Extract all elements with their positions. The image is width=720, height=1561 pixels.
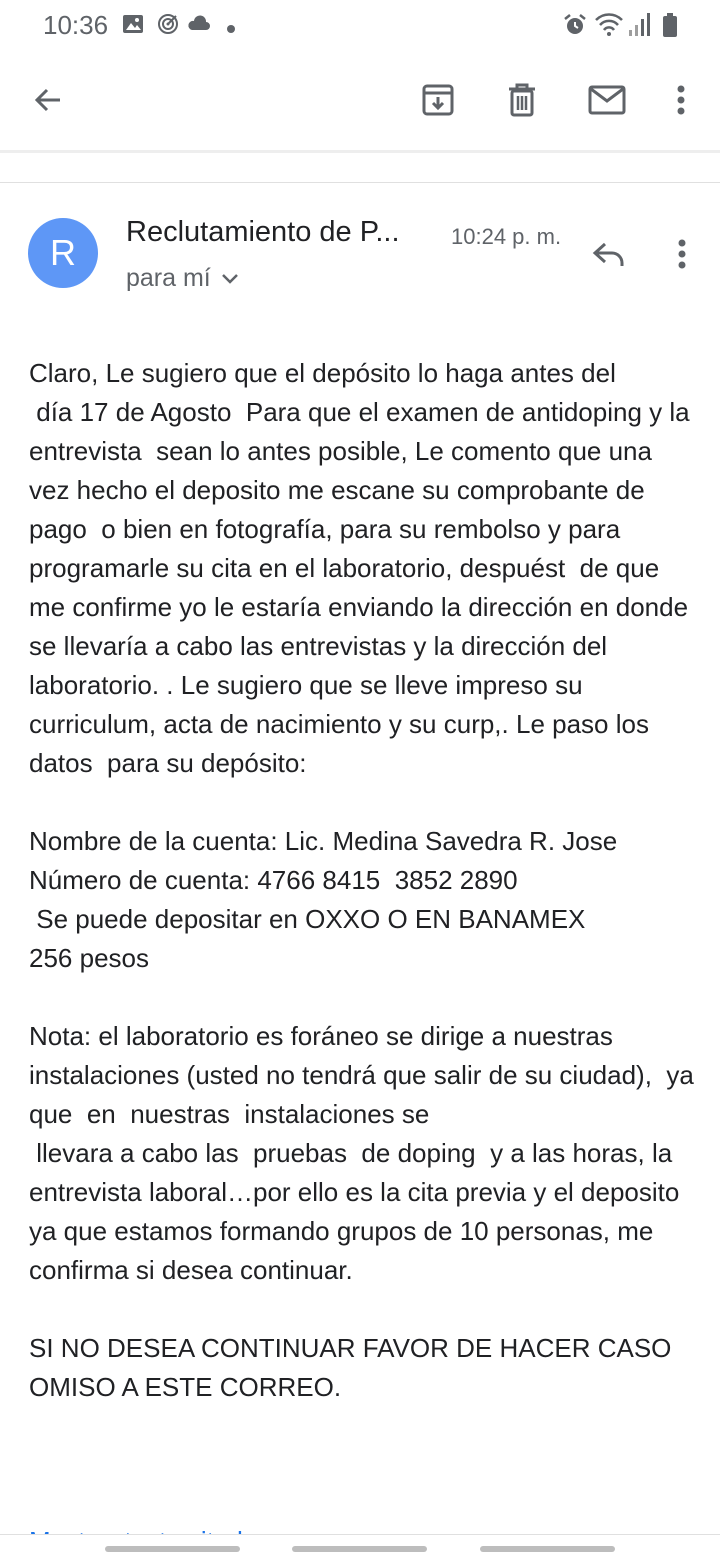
chevron-down-icon: [221, 273, 239, 285]
cloud-icon: [186, 12, 212, 41]
message-divider: [0, 182, 720, 183]
dot-icon: [226, 21, 236, 39]
toolbar-divider: [0, 150, 720, 153]
nav-home-button[interactable]: [292, 1546, 427, 1552]
back-arrow-icon: [32, 84, 64, 116]
recipient-label: para mí: [126, 264, 211, 292]
nav-back-button[interactable]: [480, 1546, 615, 1552]
back-button[interactable]: [24, 76, 72, 124]
mark-unread-button[interactable]: [583, 76, 631, 124]
recipient-toggle[interactable]: [126, 264, 239, 293]
more-vert-icon: [676, 84, 686, 116]
avatar[interactable]: R: [28, 218, 98, 288]
nav-recents-button[interactable]: [105, 1546, 240, 1552]
mail-icon: [588, 85, 626, 115]
battery-icon: [661, 12, 679, 43]
sender-name: Reclutamiento de P...: [126, 216, 400, 248]
alarm-icon: [562, 12, 588, 43]
delete-icon: [507, 83, 537, 117]
reply-button[interactable]: [585, 230, 633, 278]
signal-icon: [628, 12, 652, 43]
target-icon: [156, 12, 180, 41]
delete-button[interactable]: [498, 76, 546, 124]
navigation-bar: [0, 1534, 720, 1561]
toolbar: [0, 52, 720, 150]
archive-button[interactable]: [414, 76, 462, 124]
wifi-icon: [594, 12, 624, 43]
status-time: 10:36: [43, 10, 109, 40]
archive-icon: [421, 83, 455, 117]
status-bar: [0, 0, 720, 52]
message-time: 10:24 p. m.: [451, 224, 562, 249]
more-options-button[interactable]: [657, 76, 705, 124]
more-vert-icon: [677, 238, 687, 270]
reply-icon: [592, 240, 626, 268]
message-more-button[interactable]: [658, 230, 706, 278]
gallery-icon: [121, 12, 145, 41]
message-body: Claro, Le sugiero que el depósito lo haga antes del día 17 de Agosto Para que el examen de antidoping y la entrevista sean lo antes posible, Le comento que una vez hecho el deposito me escane su comprobante de pago o bien en fotografía, para su rembolso y para programarle su cita en el laboratorio, despuést de que me confirme yo le estaría enviando la dirección en donde se llevaría a cabo las entrevistas y la dirección del laboratorio. . Le sugiero que se lleve impreso su curriculum, acta de nacimiento y su curp,. Le paso los datos para su depósito: Nombre de la cuenta: Lic. Medina Savedra R. Jose Número de cuenta: 4766 8415 3852 2890 Se puede depositar en OXXO O EN BANAMEX 256 pesos Nota: el laboratorio es foráneo se dirige a nuestras instalaciones (usted no tendrá que salir de su ciudad), ya que en nuestras instalaciones se llevara a cabo las pruebas de doping y a las horas, la entrevista laboral…por ello es la cita previa y el deposito ya que estamos formando grupos de 10 personas, me confirma si desea continuar. SI NO DESEA CONTINUAR FAVOR DE HACER CASO OMISO A ESTE CORREO.: [29, 358, 694, 1402]
